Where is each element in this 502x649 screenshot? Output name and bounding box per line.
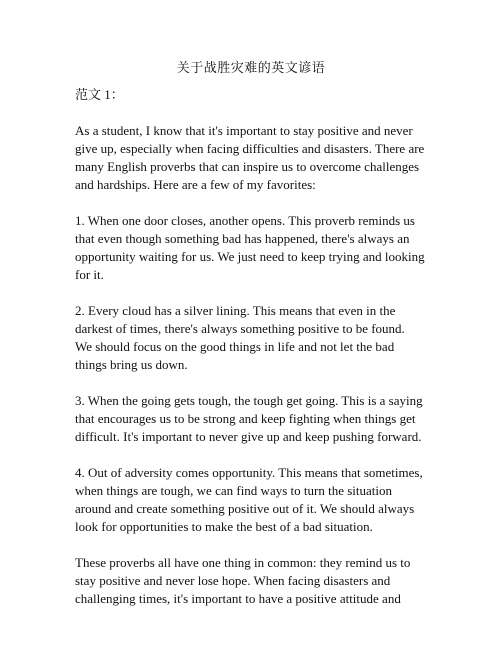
text-line: opportunity waiting for us. We just need to keep trying and looking [75,249,425,264]
text-line: things bring us down. [75,357,188,372]
paragraph-proverb-1 [75,212,427,284]
text-line: that even though something bad has happened, there's always an [75,231,410,246]
text-line: 3. When the going gets tough, the tough get going. This is a saying [75,393,423,408]
text-line: As a student, I know that it's important to stay positive and never [75,123,413,138]
document-body [75,122,427,626]
text-line: when things are tough, we can find ways to turn the situation [75,483,392,498]
text-line: challenging times, it's important to have a positive attitude and [75,591,401,606]
paragraph-conclusion [75,554,427,608]
text-line: difficult. It's important to never give up and keep pushing forward. [75,429,422,444]
text-line: around and create something positive out of it. We should always [75,501,415,516]
paragraph-proverb-3 [75,392,427,446]
paragraph-proverb-2 [75,302,427,374]
text-line: give up, especially when facing difficulties and disasters. There are [75,141,425,156]
text-line: 1. When one door closes, another opens. This proverb reminds us [75,213,415,228]
text-line: stay positive and never lose hope. When facing disasters and [75,573,391,588]
text-line: many English proverbs that can inspire us to overcome challenges [75,159,420,174]
text-line: that encourages us to be strong and keep fighting when things get [75,411,416,426]
text-line: darkest of times, there's always something positive to be found. [75,321,405,336]
section-label: 范文 1： [75,87,124,102]
text-line: and hardships. Here are a few of my favorites: [75,177,316,192]
paragraph-proverb-4 [75,464,427,536]
text-line: for it. [75,267,104,282]
text-line: These proverbs all have one thing in common: they remind us to [75,555,411,570]
text-line: 4. Out of adversity comes opportunity. This means that sometimes, [75,465,423,480]
text-line: We should focus on the good things in life and not let the bad [75,339,395,354]
paragraph-intro [75,122,427,194]
text-line: look for opportunities to make the best of a bad situation. [75,519,373,534]
document-title: 关于战胜灾难的英文谚语 [176,60,326,75]
text-line: 2. Every cloud has a silver lining. This means that even in the [75,303,396,318]
